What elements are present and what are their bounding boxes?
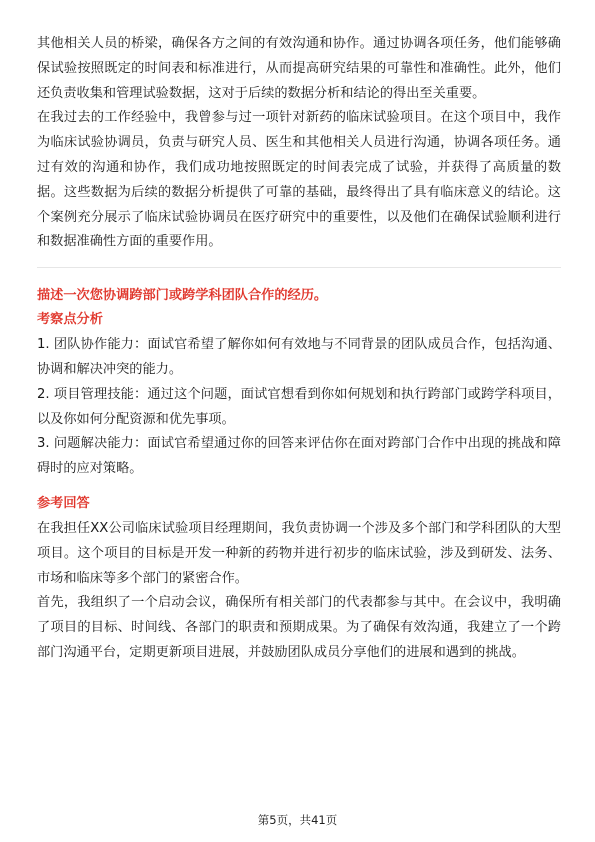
document-body	[37, 32, 561, 666]
analysis-title: 考察点分析	[37, 312, 103, 328]
intro-paragraph-1: 其他相关人员的桥梁，确保各方之间的有效沟通和协作。通过协调各项任务，他们能够确保试验按照既定的时间表和标准进行，从而提高研究结果的可靠性和准确性。此外，他们还负责收集和管理试验数据，这对于后续的数据分析和结论的得出至关重要。	[37, 36, 561, 101]
intro-paragraph-2: 在我过去的工作经验中，我曾参与过一项针对新药的临床试验项目。在这个项目中，我作为临床试验协调员，负责与研究人员、医生和其他相关人员进行沟通，协调各项任务。通过有效的沟通和协作，我们成功地按照既定的时间表完成了试验，并获得了高质量的数据。这些数据为后续的数据分析提供了可靠的基础，最终得出了具有临床意义的结论。这个案例充分展示了临床试验协调员在医疗研究中的重要性，以及他们在确保试验顺利进行和数据准确性方面的重要作用。	[37, 110, 561, 250]
page-number: 第5页，共41页	[257, 813, 338, 827]
analysis-point-2: 2. 项目管理技能：通过这个问题，面试官想看到你如何规划和执行跨部门或跨学科项目，以及你如何分配资源和优先事项。	[37, 386, 561, 427]
reference-paragraph-1: 在我担任XX公司临床试验项目经理期间，我负责协调一个涉及多个部门和学科团队的大型项目。这个项目的目标是开发一种新的药物并进行初步的临床试验，涉及到研发、法务、市场和临床等多个部门的紧密合作。	[37, 520, 561, 586]
analysis-point-3: 3. 问题解决能力：面试官希望通过你的回答来评估你在面对跨部门合作中出现的挑战和障碍时的应对策略。	[37, 436, 561, 477]
interview-question: 描述一次您协调跨部门或跨学科团队合作的经历。	[37, 288, 328, 304]
reference-paragraph-2: 首先，我组织了一个启动会议，确保所有相关部门的代表都参与其中。在会议中，我明确了项目的目标、时间线、各部门的职责和预期成果。为了确保有效沟通，我建立了一个跨部门沟通平台，定期更新项目进展，并鼓励团队成员分享他们的进展和遇到的挑战。	[37, 595, 561, 660]
analysis-point-1: 1. 团队协作能力：面试官希望了解你如何有效地与不同背景的团队成员合作，包括沟通、协调和解决冲突的能力。	[37, 337, 561, 377]
reference-title: 参考回答	[37, 495, 90, 511]
section-divider	[37, 267, 561, 268]
